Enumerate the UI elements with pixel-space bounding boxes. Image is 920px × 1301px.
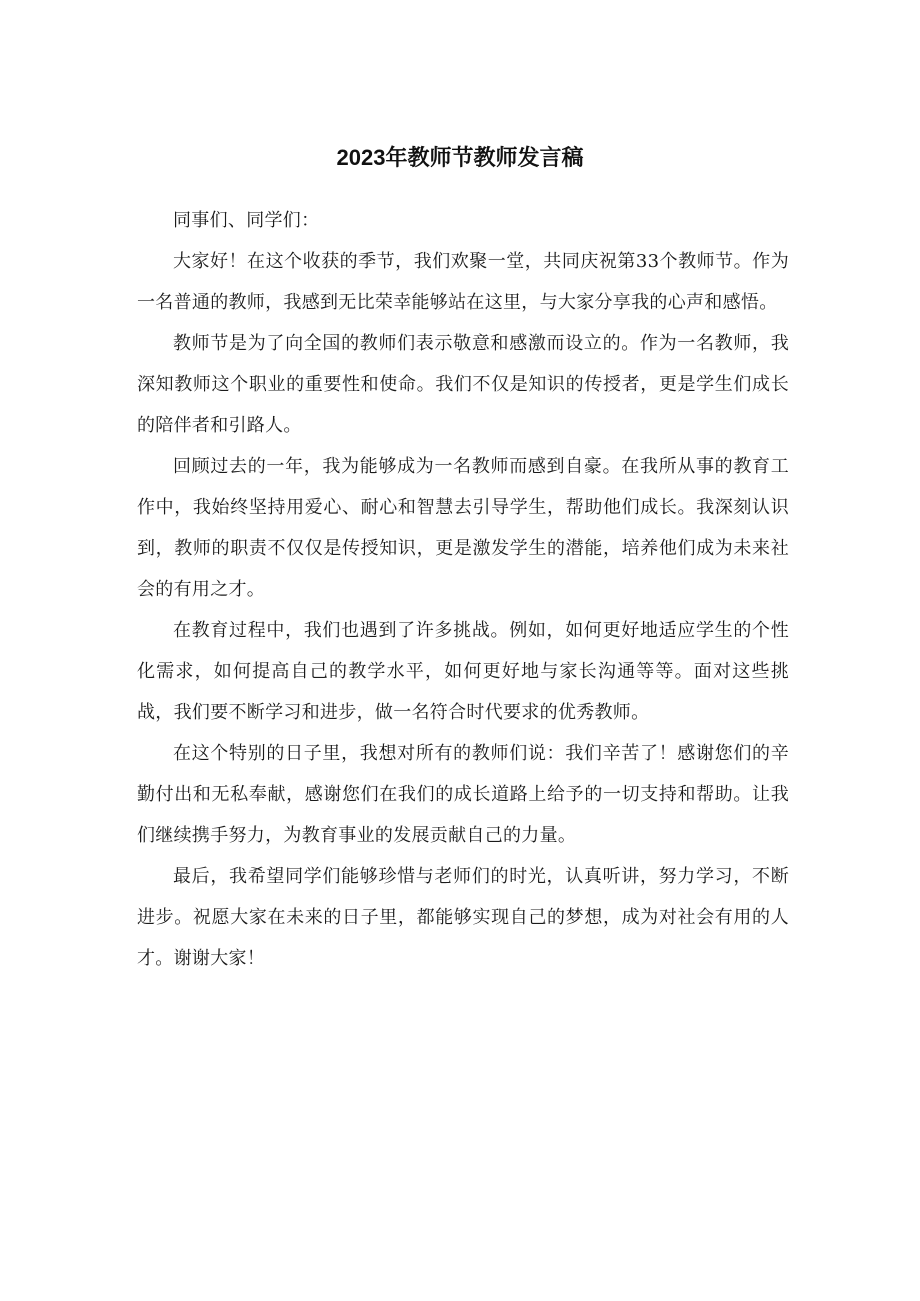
document-body <box>137 200 789 979</box>
challenges-paragraph: 在教育过程中，我们也遇到了许多挑战。例如，如何更好地适应学生的个性化需求，如何提高自己的教学水平，如何更好地与家长沟通等等。面对这些挑战，我们要不断学习和进步，做一名符合时代要求的优秀教师。 <box>137 620 789 723</box>
greeting-paragraph: 大家好！在这个收获的季节，我们欢聚一堂，共同庆祝第33个教师节。作为一名普通的教师，我感到无比荣幸能够站在这里，与大家分享我的心声和感悟。 <box>137 251 789 313</box>
salutation-paragraph: 同事们、同学们： <box>173 210 320 231</box>
document-title: 2023年教师节教师发言稿 <box>336 145 584 170</box>
teachers-day-paragraph: 教师节是为了向全国的教师们表示敬意和感激而设立的。作为一名教师，我深知教师这个职业的重要性和使命。我们不仅是知识的传授者，更是学生们成长的陪伴者和引路人。 <box>137 333 789 436</box>
closing-paragraph: 最后，我希望同学们能够珍惜与老师们的时光，认真听讲，努力学习，不断进步。祝愿大家在未来的日子里，都能够实现自己的梦想，成为对社会有用的人才。谢谢大家！ <box>137 866 789 969</box>
thanks-paragraph: 在这个特别的日子里，我想对所有的教师们说：我们辛苦了！感谢您们的辛勤付出和无私奉献，感谢您们在我们的成长道路上给予的一切支持和帮助。让我们继续携手努力，为教育事业的发展贡献自己的力量。 <box>137 743 789 846</box>
review-paragraph: 回顾过去的一年，我为能够成为一名教师而感到自豪。在我所从事的教育工作中，我始终坚持用爱心、耐心和智慧去引导学生，帮助他们成长。我深刻认识到，教师的职责不仅仅是传授知识，更是激发学生的潜能，培养他们成为未来社会的有用之才。 <box>137 456 789 600</box>
